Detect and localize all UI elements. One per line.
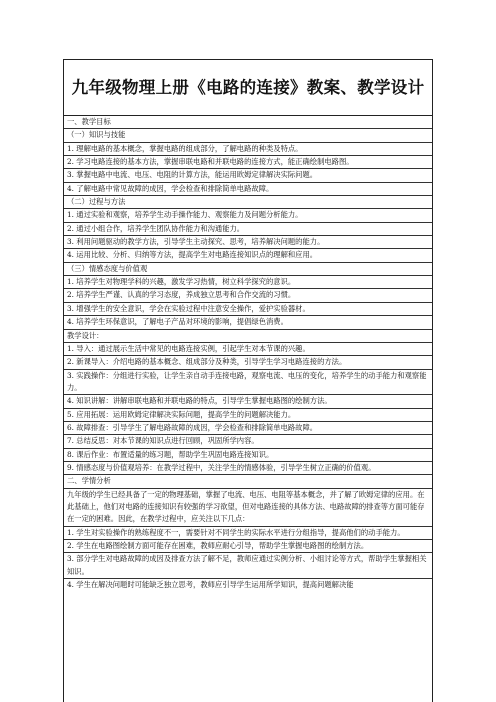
table-row: 6. 故障排查：引导学生了解电路故障的成因，学会检查和排除简单电路故障。 [64, 422, 432, 435]
table-row: 9. 情感态度与价值观培养：在教学过程中，关注学生的情感体验，引导学生树立正确的价值观。 [64, 462, 432, 475]
table-row: 一、教学目标 [64, 116, 432, 129]
table-row: 4. 培养学生环保意识，了解电子产品对环境的影响，提倡绿色消费。 [64, 316, 432, 329]
table-row: 5. 应用拓展：运用欧姆定律解决实际问题，提高学生的问题解决能力。 [64, 409, 432, 422]
table-row: （二）过程与方法 [64, 196, 432, 209]
table-row: 2. 培养学生严谨、认真的学习态度，养成独立思考和合作交流的习惯。 [64, 289, 432, 302]
table-row: （三）情感态度与价值观 [64, 263, 432, 276]
table-row: 4. 了解电路中常见故障的成因，学会检查和排除简单电路故障。 [64, 183, 432, 196]
table-row: 1. 通过实验和观察，培养学生动手操作能力、观察能力及问题分析能力。 [64, 209, 432, 222]
table-row: 4. 学生在解决问题时可能缺乏独立思考，教师应引导学生运用所学知识，提高问题解决能 [67, 580, 354, 590]
table-row: 九年级的学生已经具备了一定的物理基础，掌握了电流、电压、电阻等基本概念，并了解了欧姆定律的应用。在此基础上，他们对电路的连接知识有较强的学习欲望，但对电路连接的具体方法、电路故障的排查等方面可能存在一定的困难。因此，在教学过程中，应关注以下几点： [64, 489, 432, 527]
table-row: 3. 增强学生的安全意识，学会在实验过程中注意安全操作，爱护实验器材。 [64, 303, 432, 316]
content-rows [64, 116, 432, 591]
table-row: 1. 培养学生对物理学科的兴趣，激发学习热情，树立科学探究的意识。 [64, 276, 432, 289]
table-row: （一）知识与技能 [64, 129, 432, 142]
table-row: 3. 部分学生对电路故障的成因及排查方法了解不足，教师应通过实例分析、小组讨论等方式，帮助学生掌握相关知识。 [64, 553, 432, 579]
table-row: 2. 新课导入：介绍电路的基本概念、组成部分及种类，引导学生学习电路连接的方法。 [64, 356, 432, 369]
table-row: 2. 通过小组合作，培养学生团队协作能力和沟通能力。 [64, 223, 432, 236]
table-row: 1. 理解电路的基本概念，掌握电路的组成部分，了解电路的种类及特点。 [64, 143, 432, 156]
lesson-plan-table [63, 59, 433, 702]
table-row: 4. 知识讲解：讲解串联电路和并联电路的特点，引导学生掌握电路图的绘制方法。 [64, 395, 432, 408]
table-row: 3. 掌握电路中电流、电压、电阻的计算方法，能运用欧姆定律解决实际问题。 [64, 169, 432, 182]
table-row: 1. 导入：通过展示生活中常见的电路连接实例，引起学生对本节课的兴趣。 [64, 343, 432, 356]
table-row: 8. 课后作业：布置适量的练习题，帮助学生巩固电路连接知识。 [64, 449, 432, 462]
table-row: 3. 实践操作：分组进行实验，让学生亲自动手连接电路，观察电流、电压的变化，培养学生的动手能力和观察能力。 [64, 370, 432, 396]
table-row: 2. 学习电路连接的基本方法，掌握串联电路和并联电路的连接方式，能正确绘制电路图。 [64, 156, 432, 169]
table-row: 1. 学生对实验操作的熟练程度不一，需要针对不同学生的实际水平进行分组指导，提高他们的动手能力。 [64, 527, 432, 540]
table-row: 二、学情分析 [64, 475, 432, 488]
table-row: 2. 学生在电路图绘制方面可能存在困难，教师应耐心引导，帮助学生掌握电路图的绘制方法。 [64, 540, 432, 553]
table-row: 7. 总结反思：对本节课的知识点进行回顾，巩固所学内容。 [64, 435, 432, 448]
document-title: 九年级物理上册《电路的连接》教案、教学设计 [64, 60, 432, 116]
table-row: 教学设计： [64, 330, 432, 343]
table-row: 3. 利用问题驱动的教学方法，引导学生主动探究、思考，培养解决问题的能力。 [64, 236, 432, 249]
table-row: 4. 运用比较、分析、归纳等方法，提高学生对电路连接知识点的理解和应用。 [64, 249, 432, 262]
